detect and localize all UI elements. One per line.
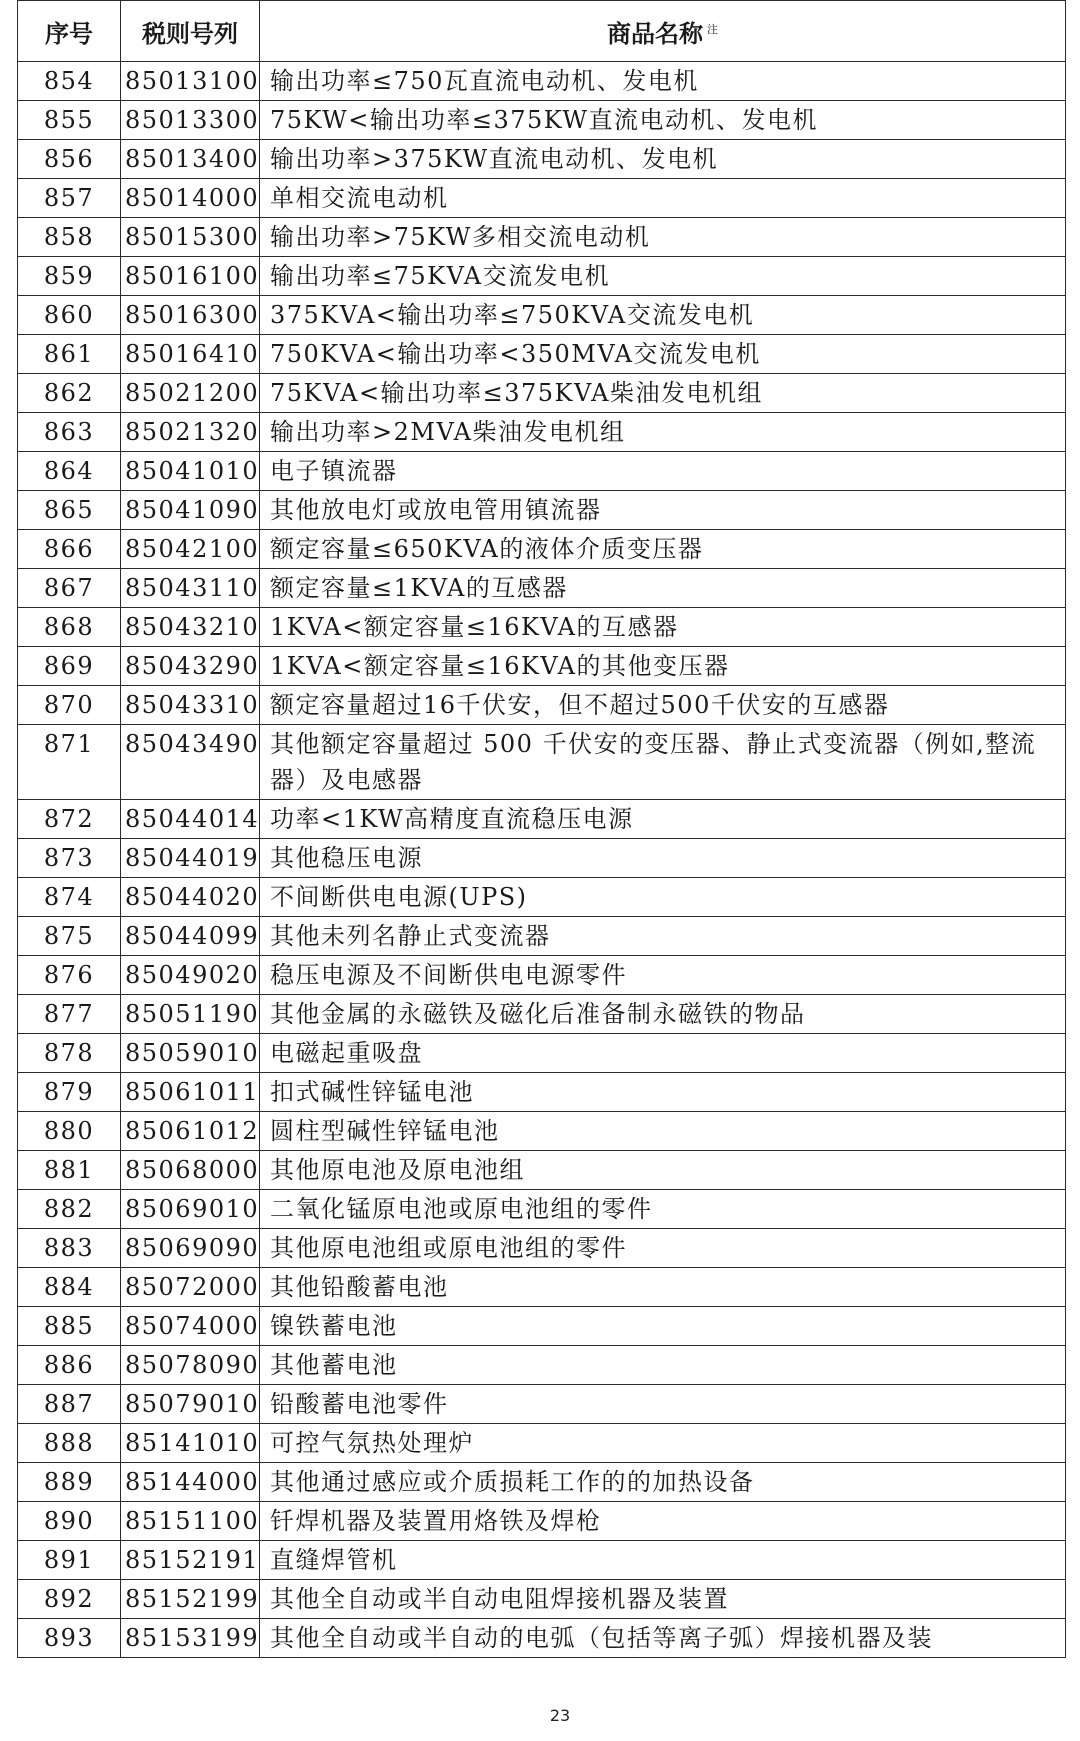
row-name-cell: 直缝焊管机 bbox=[260, 1541, 1066, 1580]
row-seq-cell: 873 bbox=[18, 839, 121, 878]
row-seq-cell: 863 bbox=[18, 413, 121, 452]
row-name-cell: 75KVA<输出功率≤375KVA柴油发电机组 bbox=[260, 374, 1066, 413]
row-code-cell: 85144000 bbox=[121, 1463, 260, 1502]
row-code-cell: 85152191 bbox=[121, 1541, 260, 1580]
row-seq-cell: 869 bbox=[18, 647, 121, 686]
row-seq-cell: 876 bbox=[18, 956, 121, 995]
row-code-cell: 85042100 bbox=[121, 530, 260, 569]
row-name-cell: 其他原电池及原电池组 bbox=[260, 1151, 1066, 1190]
row-name-cell: 钎焊机器及装置用烙铁及焊枪 bbox=[260, 1502, 1066, 1541]
table-row bbox=[18, 257, 1066, 296]
row-name-cell: 额定容量超过16千伏安，但不超过500千伏安的互感器 bbox=[260, 686, 1066, 725]
row-seq-cell: 890 bbox=[18, 1502, 121, 1541]
table-row bbox=[18, 140, 1066, 179]
row-seq-cell: 887 bbox=[18, 1385, 121, 1424]
row-code-cell: 85051190 bbox=[121, 995, 260, 1034]
row-name-cell: 镍铁蓄电池 bbox=[260, 1307, 1066, 1346]
row-seq-cell: 881 bbox=[18, 1151, 121, 1190]
row-seq-cell: 857 bbox=[18, 179, 121, 218]
row-code-cell: 85078090 bbox=[121, 1346, 260, 1385]
row-seq-cell: 893 bbox=[18, 1619, 121, 1658]
row-seq-cell: 864 bbox=[18, 452, 121, 491]
table-row bbox=[18, 608, 1066, 647]
table-row bbox=[18, 335, 1066, 374]
table-row bbox=[18, 1229, 1066, 1268]
table-header-row bbox=[18, 1, 1066, 62]
tariff-table bbox=[17, 0, 1066, 1658]
table-row bbox=[18, 491, 1066, 530]
table-row bbox=[18, 1502, 1066, 1541]
row-seq-cell: 858 bbox=[18, 218, 121, 257]
row-name-cell: 可控气氛热处理炉 bbox=[260, 1424, 1066, 1463]
row-code-cell: 85041090 bbox=[121, 491, 260, 530]
row-code-cell: 85044099 bbox=[121, 917, 260, 956]
table-row bbox=[18, 1190, 1066, 1229]
table-row bbox=[18, 1385, 1066, 1424]
row-code-cell: 85044019 bbox=[121, 839, 260, 878]
header-name bbox=[260, 1, 1066, 62]
row-code-cell: 85044014 bbox=[121, 800, 260, 839]
row-seq-cell: 865 bbox=[18, 491, 121, 530]
row-code-cell: 85152199 bbox=[121, 1580, 260, 1619]
row-name-cell: 二氧化锰原电池或原电池组的零件 bbox=[260, 1190, 1066, 1229]
table-row bbox=[18, 1463, 1066, 1502]
table-row bbox=[18, 374, 1066, 413]
row-seq-cell: 870 bbox=[18, 686, 121, 725]
table-row bbox=[18, 995, 1066, 1034]
table-row bbox=[18, 647, 1066, 686]
table-row bbox=[18, 530, 1066, 569]
row-seq-cell: 856 bbox=[18, 140, 121, 179]
table-row bbox=[18, 725, 1066, 800]
row-seq-cell: 866 bbox=[18, 530, 121, 569]
row-code-cell: 85079010 bbox=[121, 1385, 260, 1424]
table-row bbox=[18, 686, 1066, 725]
table-row bbox=[18, 839, 1066, 878]
table-row bbox=[18, 1424, 1066, 1463]
row-seq-cell: 879 bbox=[18, 1073, 121, 1112]
row-name-cell: 750KVA<输出功率<350MVA交流发电机 bbox=[260, 335, 1066, 374]
row-seq-cell: 854 bbox=[18, 62, 121, 101]
header-code: 税则号列 bbox=[121, 1, 260, 62]
table-row bbox=[18, 1112, 1066, 1151]
row-seq-cell: 877 bbox=[18, 995, 121, 1034]
row-name-cell: 功率<1KW高精度直流稳压电源 bbox=[260, 800, 1066, 839]
row-name-cell: 不间断供电电源(UPS) bbox=[260, 878, 1066, 917]
row-code-cell: 85013100 bbox=[121, 62, 260, 101]
row-code-cell: 85041010 bbox=[121, 452, 260, 491]
row-code-cell: 85059010 bbox=[121, 1034, 260, 1073]
row-code-cell: 85016300 bbox=[121, 296, 260, 335]
row-name-cell: 电子镇流器 bbox=[260, 452, 1066, 491]
table-row bbox=[18, 179, 1066, 218]
row-code-cell: 85043290 bbox=[121, 647, 260, 686]
table-row bbox=[18, 62, 1066, 101]
row-seq-cell: 891 bbox=[18, 1541, 121, 1580]
row-name-cell: 输出功率>2MVA柴油发电机组 bbox=[260, 413, 1066, 452]
row-name-cell: 其他通过感应或介质损耗工作的的加热设备 bbox=[260, 1463, 1066, 1502]
row-code-cell: 85014000 bbox=[121, 179, 260, 218]
row-code-cell: 85015300 bbox=[121, 218, 260, 257]
row-name-cell: 输出功率>75KW多相交流电动机 bbox=[260, 218, 1066, 257]
row-seq-cell: 855 bbox=[18, 101, 121, 140]
row-code-cell: 85016410 bbox=[121, 335, 260, 374]
row-name-cell: 其他放电灯或放电管用镇流器 bbox=[260, 491, 1066, 530]
row-code-cell: 85043210 bbox=[121, 608, 260, 647]
row-code-cell: 85061011 bbox=[121, 1073, 260, 1112]
table-row bbox=[18, 800, 1066, 839]
row-code-cell: 85072000 bbox=[121, 1268, 260, 1307]
row-seq-cell: 885 bbox=[18, 1307, 121, 1346]
table-row bbox=[18, 296, 1066, 335]
row-name-cell: 其他额定容量超过 500 千伏安的变压器、静止式变流器（例如,整流器）及电感器 bbox=[260, 725, 1066, 800]
row-seq-cell: 882 bbox=[18, 1190, 121, 1229]
table-row bbox=[18, 1034, 1066, 1073]
row-name-cell: 其他原电池组或原电池组的零件 bbox=[260, 1229, 1066, 1268]
table-row bbox=[18, 1073, 1066, 1112]
row-name-cell: 扣式碱性锌锰电池 bbox=[260, 1073, 1066, 1112]
row-name-cell: 电磁起重吸盘 bbox=[260, 1034, 1066, 1073]
row-code-cell: 85016100 bbox=[121, 257, 260, 296]
row-name-cell: 额定容量≤1KVA的互感器 bbox=[260, 569, 1066, 608]
row-name-cell: 单相交流电动机 bbox=[260, 179, 1066, 218]
row-name-cell: 其他蓄电池 bbox=[260, 1346, 1066, 1385]
row-seq-cell: 884 bbox=[18, 1268, 121, 1307]
row-code-cell: 85069090 bbox=[121, 1229, 260, 1268]
row-code-cell: 85043110 bbox=[121, 569, 260, 608]
row-name-cell: 额定容量≤650KVA的液体介质变压器 bbox=[260, 530, 1066, 569]
row-name-cell: 铅酸蓄电池零件 bbox=[260, 1385, 1066, 1424]
row-code-cell: 85013400 bbox=[121, 140, 260, 179]
table-row bbox=[18, 413, 1066, 452]
row-name-cell: 1KVA<额定容量≤16KVA的其他变压器 bbox=[260, 647, 1066, 686]
row-name-cell: 其他金属的永磁铁及磁化后准备制永磁铁的物品 bbox=[260, 995, 1066, 1034]
table-row bbox=[18, 1268, 1066, 1307]
row-seq-cell: 874 bbox=[18, 878, 121, 917]
table-row bbox=[18, 1580, 1066, 1619]
row-seq-cell: 867 bbox=[18, 569, 121, 608]
header-name-note: 注 bbox=[707, 22, 718, 36]
row-name-cell: 其他铅酸蓄电池 bbox=[260, 1268, 1066, 1307]
header-seq: 序号 bbox=[18, 1, 121, 62]
table-row bbox=[18, 917, 1066, 956]
row-seq-cell: 888 bbox=[18, 1424, 121, 1463]
row-code-cell: 85044020 bbox=[121, 878, 260, 917]
row-name-cell: 1KVA<额定容量≤16KVA的互感器 bbox=[260, 608, 1066, 647]
table-row bbox=[18, 452, 1066, 491]
row-seq-cell: 875 bbox=[18, 917, 121, 956]
table-row bbox=[18, 1619, 1066, 1658]
row-seq-cell: 859 bbox=[18, 257, 121, 296]
table-row bbox=[18, 878, 1066, 917]
row-name-cell: 75KW<输出功率≤375KW直流电动机、发电机 bbox=[260, 101, 1066, 140]
table-row bbox=[18, 101, 1066, 140]
row-seq-cell: 868 bbox=[18, 608, 121, 647]
row-seq-cell: 871 bbox=[18, 725, 121, 800]
row-name-cell: 其他未列名静止式变流器 bbox=[260, 917, 1066, 956]
row-name-cell: 其他全自动或半自动电阻焊接机器及装置 bbox=[260, 1580, 1066, 1619]
row-code-cell: 85069010 bbox=[121, 1190, 260, 1229]
table-row bbox=[18, 218, 1066, 257]
table-body bbox=[18, 62, 1066, 1658]
row-name-cell: 输出功率>375KW直流电动机、发电机 bbox=[260, 140, 1066, 179]
row-code-cell: 85141010 bbox=[121, 1424, 260, 1463]
row-name-cell: 输出功率≤75KVA交流发电机 bbox=[260, 257, 1066, 296]
row-code-cell: 85043310 bbox=[121, 686, 260, 725]
row-seq-cell: 860 bbox=[18, 296, 121, 335]
row-seq-cell: 883 bbox=[18, 1229, 121, 1268]
row-code-cell: 85021320 bbox=[121, 413, 260, 452]
row-code-cell: 85153199 bbox=[121, 1619, 260, 1658]
row-seq-cell: 892 bbox=[18, 1580, 121, 1619]
row-seq-cell: 862 bbox=[18, 374, 121, 413]
table-row bbox=[18, 1541, 1066, 1580]
row-code-cell: 85049020 bbox=[121, 956, 260, 995]
row-seq-cell: 886 bbox=[18, 1346, 121, 1385]
row-name-cell: 圆柱型碱性锌锰电池 bbox=[260, 1112, 1066, 1151]
row-seq-cell: 872 bbox=[18, 800, 121, 839]
page-number: 23 bbox=[549, 1706, 571, 1725]
row-code-cell: 85021200 bbox=[121, 374, 260, 413]
table-row bbox=[18, 956, 1066, 995]
row-seq-cell: 878 bbox=[18, 1034, 121, 1073]
table-row bbox=[18, 1346, 1066, 1385]
table-row bbox=[18, 1151, 1066, 1190]
row-seq-cell: 889 bbox=[18, 1463, 121, 1502]
header-name-label: 商品名称 bbox=[607, 19, 703, 48]
row-name-cell: 其他稳压电源 bbox=[260, 839, 1066, 878]
row-seq-cell: 880 bbox=[18, 1112, 121, 1151]
row-code-cell: 85074000 bbox=[121, 1307, 260, 1346]
row-seq-cell: 861 bbox=[18, 335, 121, 374]
row-name-cell: 输出功率≤750瓦直流电动机、发电机 bbox=[260, 62, 1066, 101]
row-code-cell: 85061012 bbox=[121, 1112, 260, 1151]
row-name-cell: 375KVA<输出功率≤750KVA交流发电机 bbox=[260, 296, 1066, 335]
row-name-cell: 其他全自动或半自动的电弧（包括等离子弧）焊接机器及装 bbox=[260, 1619, 1066, 1658]
table-row bbox=[18, 569, 1066, 608]
table-row bbox=[18, 1307, 1066, 1346]
row-code-cell: 85013300 bbox=[121, 101, 260, 140]
row-name-cell: 稳压电源及不间断供电电源零件 bbox=[260, 956, 1066, 995]
row-code-cell: 85068000 bbox=[121, 1151, 260, 1190]
row-code-cell: 85151100 bbox=[121, 1502, 260, 1541]
row-code-cell: 85043490 bbox=[121, 725, 260, 800]
